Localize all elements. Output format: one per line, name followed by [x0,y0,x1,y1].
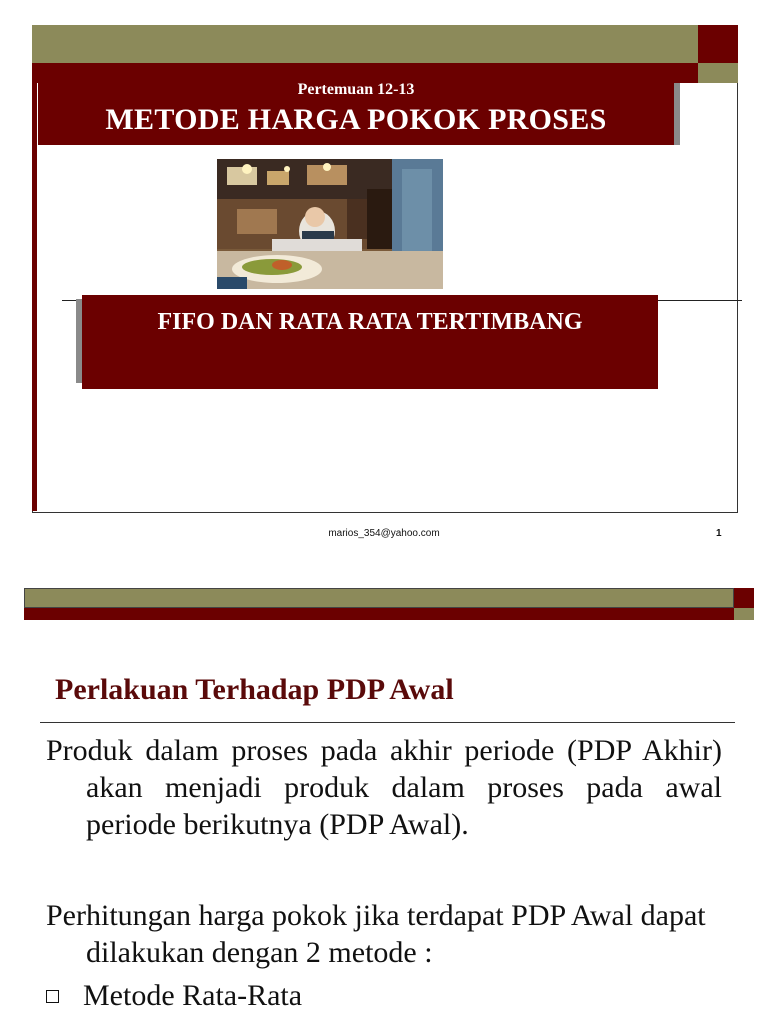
pretitle: Pertemuan 12-13 [297,81,415,98]
top-maroon-bar [24,608,734,620]
square-bullet-icon [46,990,59,1003]
photo-illustration [217,159,443,289]
restaurant-photo [217,159,443,289]
heading-underline [40,722,735,723]
list-item-label: Metode Rata-Rata [83,979,303,1012]
corner-square-dark [734,588,754,608]
corner-square-dark [698,25,738,63]
corner-square-olive [698,63,738,83]
footer-email: marios_354@yahoo.com [328,528,440,539]
slide-heading: Perlakuan Terhadap PDP Awal [55,673,454,706]
list-item [46,979,302,1013]
paragraph-1: Produk dalam proses pada akhir periode (PDP Akhir) akan menjadi produk dalam proses pada awal periode berikutnya (PDP Awal). [46,734,722,841]
paragraph-2: Perhitungan harga pokok jika terdapat PDP Awal dapat dilakukan dengan 2 metode : [46,899,706,969]
slide-subtitle: FIFO DAN RATA RATA TERTIMBANG [157,309,583,335]
slide-1 [32,25,738,513]
top-olive-bar [24,588,734,608]
top-olive-bar [32,25,698,63]
left-maroon-edge [32,63,37,511]
corner-square-olive [734,608,754,620]
slide-title: METODE HARGA POKOK PROSES [105,103,607,136]
page-number: 1 [716,528,722,539]
